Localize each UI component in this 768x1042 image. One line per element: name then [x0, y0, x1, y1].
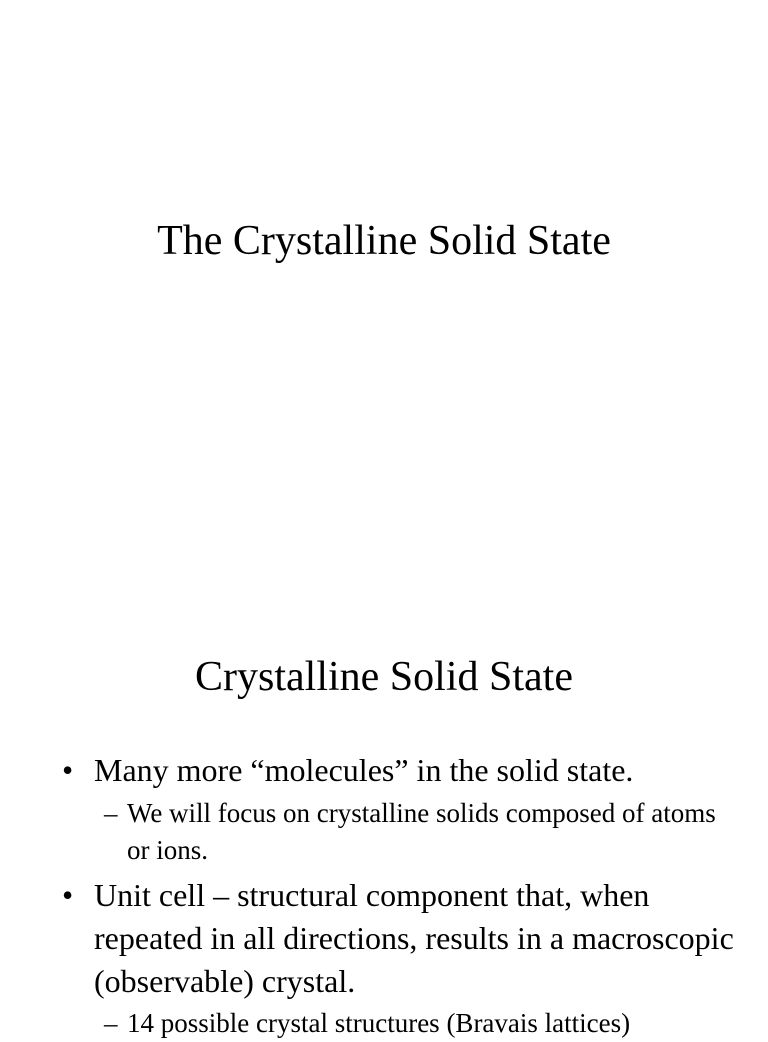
bullet-marker: • — [62, 877, 74, 913]
slide-2-title: Crystalline Solid State — [195, 654, 573, 700]
dash-marker: – — [104, 798, 118, 828]
bullet-marker: • — [62, 752, 74, 788]
sub-bullet-text: 14 possible crystal structures (Bravais lattices) — [127, 1008, 631, 1038]
bullet-text: Many more “molecules” in the solid state. — [94, 752, 634, 788]
sub-bullet-text: We will focus on crystalline solids composed of atoms or ions. — [127, 798, 716, 865]
dash-marker: – — [104, 1008, 118, 1038]
bullet-item — [62, 749, 742, 792]
slide-1-title: The Crystalline Solid State — [157, 218, 611, 264]
sub-bullet-item — [104, 795, 744, 869]
bullet-text: Unit cell – structural component that, when repeated in all directions, results in a macroscopic (observable) crystal. — [94, 877, 734, 999]
bullet-item — [62, 874, 742, 1003]
